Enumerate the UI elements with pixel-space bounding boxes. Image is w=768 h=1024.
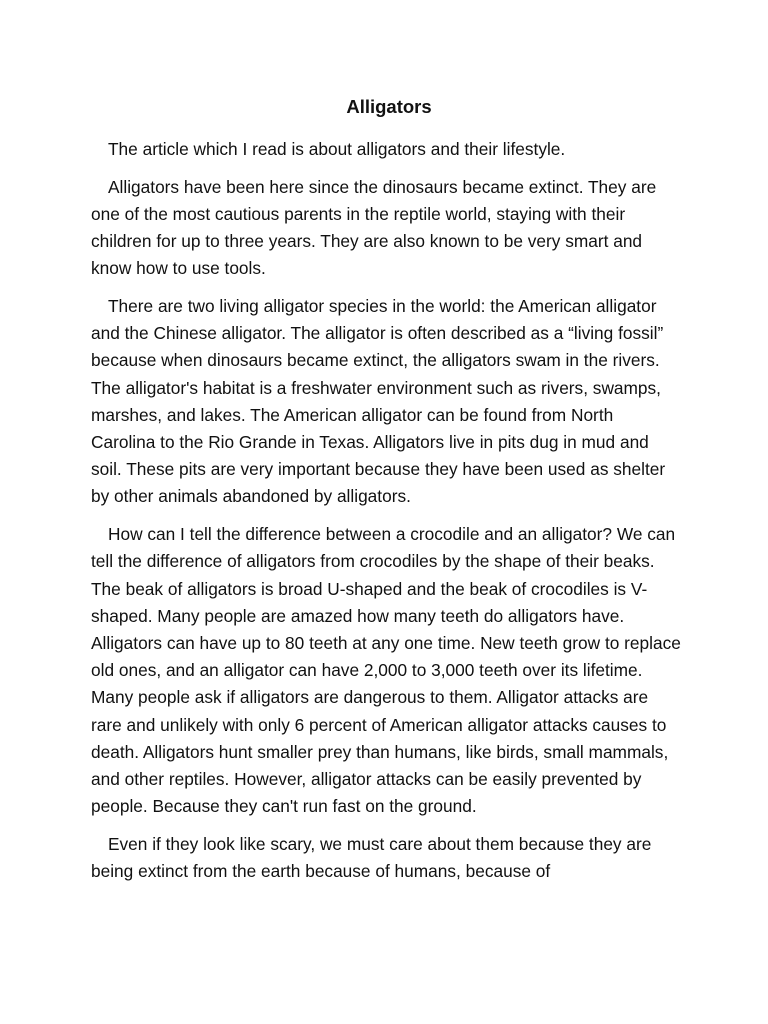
paragraph-crocodile-difference: How can I tell the difference between a crocodile and an alligator? We can tell the difference of alligators from crocodiles by the shape of their beaks. The beak of alligators is broad U-shaped and the beak of crocodiles is V-shaped. Many people are amazed how many teeth do alligators have. Alligators can have up to 80 teeth at any one time. New teeth grow to replace old ones, and an alligator can have 2,000 to 3,000 teeth over its lifetime. Many people ask if alligators are dangerous to them. Alligator attacks are rare and unlikely with only 6 percent of American alligator attacks causes to death. Alligators hunt smaller prey than humans, like birds, small mammals, and other reptiles. However, alligator attacks can be easily prevented by people. Because they can't run fast on the ground. <box>91 524 681 817</box>
paragraph-conservation: Even if they look like scary, we must care about them because they are being extinct from the earth because of humans, because of <box>91 833 652 882</box>
paragraph-intro: The article which I read is about alligators and their lifestyle. <box>108 139 566 159</box>
paragraph-history: Alligators have been here since the dinosaurs became extinct. They are one of the most cautious parents in the reptile world, staying with their children for up to three years. They are also known to be very smart and know how to use tools. <box>91 176 657 279</box>
paragraph-species-habitat: There are two living alligator species in the world: the American alligator and the Chinese alligator. The alligator is often described as a “living fossil” because when dinosaurs became extinct, the alligators swam in the rivers. The alligator's habitat is a freshwater environment such as rivers, swamps, marshes, and lakes. The American alligator can be found from North Carolina to the Rio Grande in Texas. Alligators live in pits dug in mud and soil. These pits are very important because they have been used as shelter by other animals abandoned by alligators. <box>91 296 666 507</box>
document-body <box>91 94 681 896</box>
document-title: Alligators <box>346 96 432 117</box>
